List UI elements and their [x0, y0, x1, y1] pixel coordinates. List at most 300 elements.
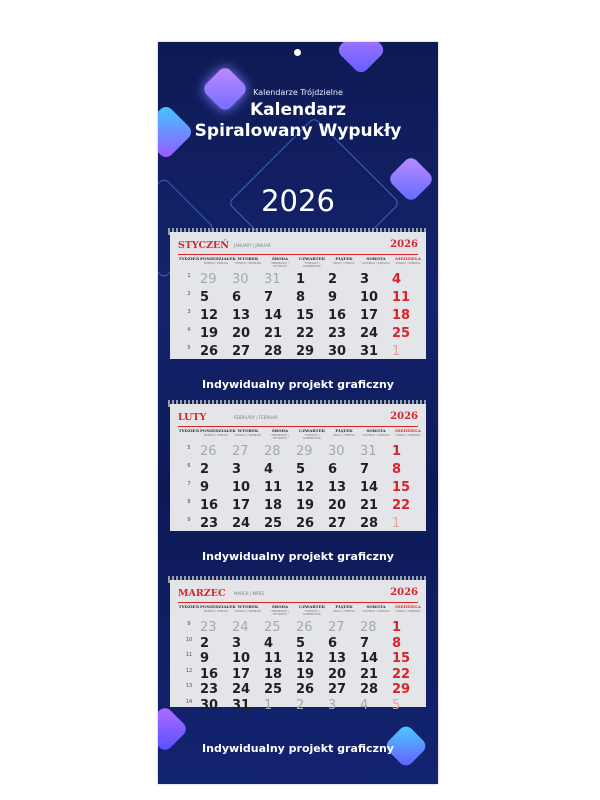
- day-cell: [392, 476, 424, 493]
- day-number: 4: [264, 462, 274, 477]
- day-number: 18: [264, 666, 283, 682]
- day-number: 4: [360, 697, 369, 713]
- day-number: 3: [232, 462, 242, 477]
- day-cell: [296, 268, 328, 285]
- day-number: 27: [328, 682, 347, 697]
- day-cell: [200, 616, 232, 633]
- day-number: 29: [296, 444, 313, 459]
- day-cell: [296, 340, 328, 357]
- day-header: WTOREK: [237, 256, 259, 261]
- title-line-1: Kalendarz: [249, 100, 347, 120]
- day-cell: [232, 304, 264, 321]
- day-number: 28: [360, 516, 379, 531]
- day-cell: [328, 632, 360, 649]
- day-cell: [200, 494, 232, 511]
- day-number: 11: [264, 480, 283, 495]
- day-cell: [328, 440, 360, 457]
- day-cell: [232, 616, 264, 633]
- day-number: 11: [392, 290, 411, 305]
- day-number: 28: [360, 620, 377, 635]
- day-number: 3: [232, 635, 242, 651]
- day-cell: [200, 286, 232, 303]
- week-number: 9: [187, 621, 191, 627]
- day-number: 20: [328, 498, 347, 513]
- day-subheader: MONDAY | MONTAG: [203, 262, 229, 265]
- day-cell: [200, 694, 232, 711]
- day-cell: [328, 663, 360, 680]
- day-header: PONIEDZIAŁEK: [200, 604, 236, 609]
- day-cell: [328, 512, 360, 529]
- day-number: 29: [200, 272, 217, 287]
- day-subheader: TUESDAY | DIENSTAG: [234, 262, 262, 265]
- day-cell: [360, 268, 392, 285]
- day-cell: [328, 616, 360, 633]
- day-subheader: WEDNESDAY | MITTWOCH: [271, 262, 289, 268]
- week-column-header: TYDZIEŃ: [178, 604, 200, 609]
- week-number: 11: [185, 652, 193, 658]
- day-cell: [328, 340, 360, 357]
- day-number: 10: [232, 480, 251, 495]
- day-cell: [296, 632, 328, 649]
- day-number: 13: [232, 308, 251, 323]
- day-subheader: THURSDAY | DONNERSTAG: [303, 262, 321, 268]
- day-cell: [296, 616, 328, 633]
- day-subheader: SUNDAY | SONNTAG: [395, 434, 421, 437]
- day-number: 25: [392, 326, 411, 341]
- day-number: 19: [200, 326, 219, 341]
- week-number: 4: [187, 327, 191, 333]
- day-number: 23: [200, 516, 219, 531]
- month-subtitle: FEBRUARY | FEBRUAR: [234, 415, 278, 420]
- day-number: 2: [328, 272, 338, 287]
- day-cell: [360, 632, 392, 649]
- day-number: 13: [328, 651, 347, 666]
- day-cell: [360, 286, 392, 303]
- day-number: 27: [232, 444, 249, 459]
- day-cell: [232, 694, 264, 711]
- day-cell: [296, 678, 328, 695]
- day-number: 22: [296, 326, 315, 341]
- week-number: 9: [187, 517, 191, 523]
- week-column-header: TYDZIEŃ: [178, 256, 200, 261]
- day-cell: [232, 458, 264, 475]
- day-cell: [200, 663, 232, 680]
- day-number: 29: [392, 682, 411, 697]
- day-cell: [232, 647, 264, 664]
- day-cell: [392, 340, 424, 357]
- month-pad-january: [170, 232, 426, 359]
- day-cell: [232, 663, 264, 680]
- day-cell: [200, 340, 232, 357]
- day-number: 30: [200, 697, 219, 713]
- day-number: 17: [232, 666, 251, 682]
- day-cell: [232, 286, 264, 303]
- day-cell: [200, 632, 232, 649]
- day-cell: [264, 476, 296, 493]
- day-cell: [392, 647, 424, 664]
- day-number: 6: [328, 462, 338, 477]
- day-cell: [360, 440, 392, 457]
- day-cell: [328, 458, 360, 475]
- day-cell: [328, 322, 360, 339]
- day-number: 13: [328, 480, 347, 495]
- day-cell: [296, 512, 328, 529]
- month-year: 2026: [390, 411, 418, 422]
- day-header: PIĄTEK: [335, 604, 353, 609]
- day-header: PIĄTEK: [335, 256, 353, 261]
- day-cell: [296, 647, 328, 664]
- day-header: CZWARTEK: [298, 428, 326, 433]
- month-year: 2026: [390, 587, 418, 598]
- day-cell: [360, 340, 392, 357]
- day-cell: [296, 663, 328, 680]
- day-number: 9: [200, 651, 210, 666]
- day-cell: [392, 322, 424, 339]
- day-cell: [200, 476, 232, 493]
- day-number: 3: [328, 697, 337, 713]
- day-number: 10: [360, 290, 379, 305]
- day-cell: [264, 616, 296, 633]
- day-subheader: SATURDAY | SAMSTAG: [362, 262, 390, 265]
- day-cell: [360, 458, 392, 475]
- day-cell: [232, 512, 264, 529]
- day-cell: [200, 268, 232, 285]
- day-number: 14: [264, 308, 283, 323]
- day-number: 8: [296, 290, 306, 305]
- day-cell: [264, 304, 296, 321]
- day-subheader: TUESDAY | DIENSTAG: [234, 610, 262, 613]
- title-line-2: Spiralowany Wypukły: [194, 121, 402, 141]
- day-cell: [296, 440, 328, 457]
- day-number: 5: [392, 697, 401, 713]
- day-cell: [392, 440, 424, 457]
- day-cell: [392, 663, 424, 680]
- day-cell: [264, 268, 296, 285]
- day-header: ŚRODA: [271, 428, 289, 433]
- month-divider: [178, 602, 418, 603]
- month-name: MARZEC: [178, 588, 226, 599]
- week-number: 7: [187, 481, 191, 487]
- day-subheader: TUESDAY | DIENSTAG: [234, 434, 262, 437]
- day-cell: [264, 494, 296, 511]
- day-cell: [328, 286, 360, 303]
- day-cell: [360, 322, 392, 339]
- day-header: PIĄTEK: [335, 428, 353, 433]
- day-number: 18: [264, 498, 283, 513]
- banner-text: Indywidualny projekt graficzny: [202, 378, 394, 391]
- day-number: 4: [392, 272, 402, 287]
- day-cell: [328, 476, 360, 493]
- week-number: 13: [185, 683, 193, 689]
- day-cell: [328, 678, 360, 695]
- day-subheader: THURSDAY | DONNERSTAG: [303, 434, 321, 440]
- day-header: WTOREK: [237, 604, 259, 609]
- day-cell: [392, 512, 424, 529]
- day-number: 19: [296, 498, 315, 513]
- day-header: PONIEDZIAŁEK: [200, 428, 236, 433]
- day-header: SOBOTA: [366, 428, 386, 433]
- day-number: 12: [296, 651, 315, 666]
- day-cell: [296, 322, 328, 339]
- day-number: 1: [264, 697, 273, 713]
- day-number: 9: [328, 290, 338, 305]
- day-number: 28: [360, 682, 379, 697]
- day-number: 12: [296, 480, 315, 495]
- day-number: 17: [232, 498, 251, 513]
- month-pad-february: [170, 404, 426, 531]
- day-number: 24: [360, 326, 379, 341]
- day-cell: [264, 678, 296, 695]
- day-cell: [264, 458, 296, 475]
- day-cell: [392, 494, 424, 511]
- week-number: 14: [185, 698, 193, 705]
- day-cell: [392, 678, 424, 695]
- day-number: 16: [200, 498, 219, 513]
- day-cell: [232, 678, 264, 695]
- day-subheader: WEDNESDAY | MITTWOCH: [271, 434, 289, 440]
- day-cell: [392, 616, 424, 633]
- day-cell: [264, 647, 296, 664]
- week-number: 5: [187, 345, 191, 351]
- day-cell: [392, 458, 424, 475]
- day-cell: [232, 632, 264, 649]
- day-cell: [232, 322, 264, 339]
- day-number: 31: [264, 272, 281, 287]
- day-cell: [200, 458, 232, 475]
- day-cell: [296, 476, 328, 493]
- day-number: 24: [232, 682, 251, 697]
- day-number: 25: [264, 516, 283, 531]
- day-number: 31: [232, 697, 251, 713]
- day-header: NIEDZIELA: [395, 604, 421, 609]
- week-number: 12: [185, 667, 193, 674]
- day-number: 31: [360, 344, 379, 359]
- day-number: 30: [328, 344, 347, 359]
- day-cell: [360, 616, 392, 633]
- day-cell: [200, 322, 232, 339]
- day-number: 22: [392, 498, 411, 513]
- day-number: 21: [360, 498, 379, 513]
- day-number: 24: [232, 516, 251, 531]
- day-number: 30: [232, 272, 249, 287]
- day-number: 28: [264, 444, 281, 459]
- day-number: 15: [392, 651, 411, 666]
- day-number: 26: [200, 444, 217, 459]
- week-number: 5: [187, 445, 191, 451]
- month-subtitle: JANUARY | JANUAR: [234, 243, 271, 248]
- day-header: NIEDZIELA: [395, 256, 421, 261]
- week-number: 8: [187, 499, 191, 505]
- week-number: 6: [187, 463, 191, 469]
- day-header: NIEDZIELA: [395, 428, 421, 433]
- day-subheader: SUNDAY | SONNTAG: [395, 610, 421, 613]
- day-cell: [360, 647, 392, 664]
- day-subheader: WEDNESDAY | MITTWOCH: [271, 610, 289, 616]
- month-divider: [178, 426, 418, 427]
- day-number: 14: [360, 651, 379, 666]
- day-number: 1: [296, 272, 306, 287]
- day-number: 8: [392, 462, 402, 477]
- day-header: SOBOTA: [366, 604, 386, 609]
- day-cell: [360, 304, 392, 321]
- day-header: WTOREK: [237, 428, 259, 433]
- day-cell: [264, 512, 296, 529]
- day-number: 26: [200, 344, 219, 359]
- day-number: 5: [200, 290, 210, 305]
- day-header: PONIEDZIAŁEK: [200, 256, 236, 261]
- calendar-poster: [158, 42, 438, 784]
- day-cell: [200, 678, 232, 695]
- month-pad-march: [170, 580, 426, 713]
- day-number: 8: [392, 635, 402, 651]
- day-subheader: FRIDAY | FREITAG: [333, 262, 355, 265]
- header-year: 2026: [261, 184, 335, 218]
- day-number: 16: [328, 308, 347, 323]
- day-cell: [392, 632, 424, 649]
- day-number: 1: [392, 444, 402, 459]
- day-subheader: SUNDAY | SONNTAG: [395, 262, 421, 265]
- day-number: 2: [200, 462, 210, 477]
- day-cell: [264, 440, 296, 457]
- day-cell: [264, 340, 296, 357]
- day-number: 27: [328, 516, 347, 531]
- week-number: 1: [187, 273, 191, 279]
- day-cell: [200, 512, 232, 529]
- day-number: 24: [232, 620, 249, 635]
- day-cell: [328, 268, 360, 285]
- day-number: 6: [232, 290, 242, 305]
- day-number: 1: [392, 344, 401, 359]
- day-number: 30: [328, 444, 345, 459]
- day-cell: [296, 304, 328, 321]
- day-cell: [264, 632, 296, 649]
- day-cell: [360, 694, 392, 711]
- day-cell: [232, 268, 264, 285]
- day-cell: [328, 494, 360, 511]
- month-subtitle: MARCH | MÄRZ: [234, 591, 265, 596]
- day-header: SOBOTA: [366, 256, 386, 261]
- day-number: 12: [200, 308, 219, 323]
- month-year: 2026: [390, 239, 418, 250]
- day-number: 23: [200, 620, 217, 635]
- day-cell: [392, 304, 424, 321]
- month-name: LUTY: [178, 412, 207, 423]
- day-number: 19: [296, 666, 315, 682]
- day-number: 18: [392, 308, 411, 323]
- day-number: 26: [296, 516, 315, 531]
- day-number: 22: [392, 666, 411, 682]
- day-number: 23: [200, 682, 219, 697]
- day-subheader: FRIDAY | FREITAG: [333, 610, 355, 613]
- day-number: 28: [264, 344, 283, 359]
- day-header: ŚRODA: [271, 256, 289, 261]
- day-number: 5: [296, 462, 306, 477]
- day-number: 16: [200, 666, 219, 682]
- day-number: 17: [360, 308, 379, 323]
- day-number: 15: [296, 308, 315, 323]
- day-cell: [360, 476, 392, 493]
- day-cell: [360, 494, 392, 511]
- day-number: 20: [328, 666, 347, 682]
- day-cell: [200, 304, 232, 321]
- day-number: 26: [296, 620, 313, 635]
- day-number: 29: [296, 344, 315, 359]
- day-cell: [360, 512, 392, 529]
- day-number: 15: [392, 480, 411, 495]
- day-cell: [264, 694, 296, 711]
- day-cell: [360, 663, 392, 680]
- day-number: 25: [264, 620, 281, 635]
- day-number: 20: [232, 326, 251, 341]
- day-cell: [328, 647, 360, 664]
- day-number: 21: [264, 326, 283, 341]
- day-number: 4: [264, 635, 274, 651]
- day-cell: [328, 694, 360, 711]
- day-subheader: MONDAY | MONTAG: [203, 610, 229, 613]
- day-subheader: THURSDAY | DONNERSTAG: [303, 610, 321, 616]
- day-number: 2: [296, 697, 305, 713]
- day-number: 1: [392, 516, 401, 531]
- day-cell: [232, 340, 264, 357]
- day-number: 6: [328, 635, 338, 651]
- day-cell: [328, 304, 360, 321]
- header-subtitle: Kalendarze Trójdzielne: [253, 88, 343, 97]
- day-number: 11: [264, 651, 283, 666]
- day-cell: [296, 494, 328, 511]
- day-header: ŚRODA: [271, 604, 289, 609]
- day-cell: [392, 268, 424, 285]
- day-number: 5: [296, 635, 306, 651]
- day-cell: [296, 694, 328, 711]
- day-number: 31: [360, 444, 377, 459]
- day-cell: [232, 440, 264, 457]
- day-header: CZWARTEK: [298, 256, 326, 261]
- day-subheader: MONDAY | MONTAG: [203, 434, 229, 437]
- day-subheader: FRIDAY | FREITAG: [333, 434, 355, 437]
- month-divider: [178, 254, 418, 255]
- day-number: 23: [328, 326, 347, 341]
- day-number: 2: [200, 635, 210, 651]
- day-cell: [200, 440, 232, 457]
- day-number: 7: [360, 635, 370, 651]
- banner-text: Indywidualny projekt graficzny: [202, 742, 394, 755]
- day-number: 25: [264, 682, 283, 697]
- day-number: 3: [360, 272, 370, 287]
- day-number: 26: [296, 682, 315, 697]
- day-cell: [392, 286, 424, 303]
- day-cell: [296, 458, 328, 475]
- day-number: 1: [392, 620, 402, 635]
- day-subheader: SATURDAY | SAMSTAG: [362, 434, 390, 437]
- day-subheader: SATURDAY | SAMSTAG: [362, 610, 390, 613]
- day-number: 21: [360, 666, 379, 682]
- day-number: 27: [232, 344, 251, 359]
- banner-text: Indywidualny projekt graficzny: [202, 550, 394, 563]
- day-number: 10: [232, 651, 251, 666]
- day-cell: [232, 476, 264, 493]
- day-cell: [360, 678, 392, 695]
- day-cell: [264, 286, 296, 303]
- day-cell: [232, 494, 264, 511]
- day-number: 7: [360, 462, 370, 477]
- week-column-header: TYDZIEŃ: [178, 428, 200, 433]
- week-number: 10: [185, 636, 193, 643]
- day-cell: [392, 694, 424, 711]
- week-number: 3: [187, 309, 191, 315]
- month-name: STYCZEŃ: [178, 240, 229, 251]
- day-number: 7: [264, 290, 274, 305]
- day-cell: [264, 322, 296, 339]
